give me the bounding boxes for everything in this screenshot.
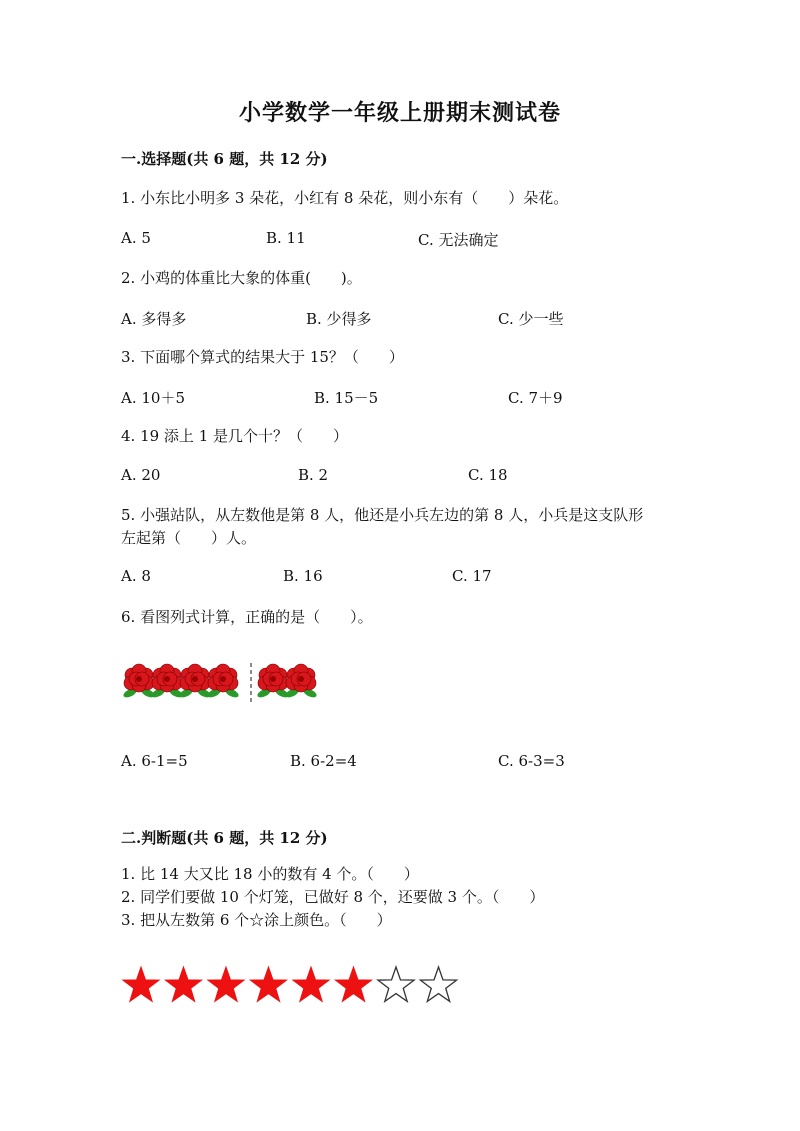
judge-item-2: 2. 同学们要做 10 个灯笼，已做好 8 个，还要做 3 个。（ ） bbox=[121, 888, 545, 906]
filled-star-icon bbox=[123, 967, 159, 1001]
empty-star-icon bbox=[420, 967, 456, 1001]
flowers-figure bbox=[121, 657, 331, 709]
q3-option-b: B. 15－5 bbox=[314, 389, 379, 407]
empty-star-icon bbox=[378, 967, 414, 1001]
q6-option-b: B. 6-2=4 bbox=[290, 752, 357, 770]
q3-option-a: A. 10＋5 bbox=[121, 389, 185, 407]
question-2: 2. 小鸡的体重比大象的体重( )。 bbox=[121, 269, 362, 287]
q1-option-c: C. 无法确定 bbox=[418, 231, 499, 249]
filled-star-icon bbox=[165, 967, 201, 1001]
judge-item-3: 3. 把从左数第 6 个☆涂上颜色。（ ） bbox=[121, 911, 392, 929]
question-5-line-2: 左起第（ ）人。 bbox=[121, 529, 257, 547]
question-3: 3. 下面哪个算式的结果大于 15？（ ） bbox=[121, 348, 404, 366]
question-6: 6. 看图列式计算，正确的是（ ）。 bbox=[121, 608, 373, 626]
q1-option-b: B. 11 bbox=[266, 229, 306, 247]
q1-option-a: A. 5 bbox=[121, 229, 151, 247]
question-5-line-1: 5. 小强站队，从左数他是第 8 人，他还是小兵左边的第 8 人，小兵是这支队形 bbox=[121, 506, 644, 524]
q5-option-c: C. 17 bbox=[452, 567, 492, 585]
q6-option-c: C. 6-3=3 bbox=[498, 752, 565, 770]
q5-option-b: B. 16 bbox=[283, 567, 323, 585]
filled-star-icon bbox=[250, 967, 286, 1001]
filled-star-icon bbox=[335, 967, 371, 1001]
section-heading-choice: 一.选择题(共 6 题，共 12 分) bbox=[121, 150, 328, 168]
filled-star-icon bbox=[208, 967, 244, 1001]
q2-option-c: C. 少一些 bbox=[498, 310, 564, 328]
q3-option-c: C. 7＋9 bbox=[508, 389, 563, 407]
judge-item-1: 1. 比 14 大又比 18 小的数有 4 个。（ ） bbox=[121, 865, 419, 883]
q5-option-a: A. 8 bbox=[121, 567, 151, 585]
q2-option-a: A. 多得多 bbox=[121, 310, 187, 328]
question-1: 1. 小东比小明多 3 朵花，小红有 8 朵花，则小东有（ ）朵花。 bbox=[121, 189, 569, 207]
q4-option-c: C. 18 bbox=[468, 466, 508, 484]
stars-figure bbox=[121, 960, 461, 1010]
question-4: 4. 19 添上 1 是几个十？（ ） bbox=[121, 427, 349, 445]
filled-star-icon bbox=[293, 967, 329, 1001]
q4-option-a: A. 20 bbox=[121, 466, 161, 484]
q2-option-b: B. 少得多 bbox=[306, 310, 372, 328]
page-title: 小学数学一年级上册期末测试卷 bbox=[238, 100, 561, 126]
q4-option-b: B. 2 bbox=[298, 466, 329, 484]
section-heading-judge: 二.判断题(共 6 题，共 12 分) bbox=[121, 829, 328, 847]
q6-option-a: A. 6-1=5 bbox=[121, 752, 188, 770]
